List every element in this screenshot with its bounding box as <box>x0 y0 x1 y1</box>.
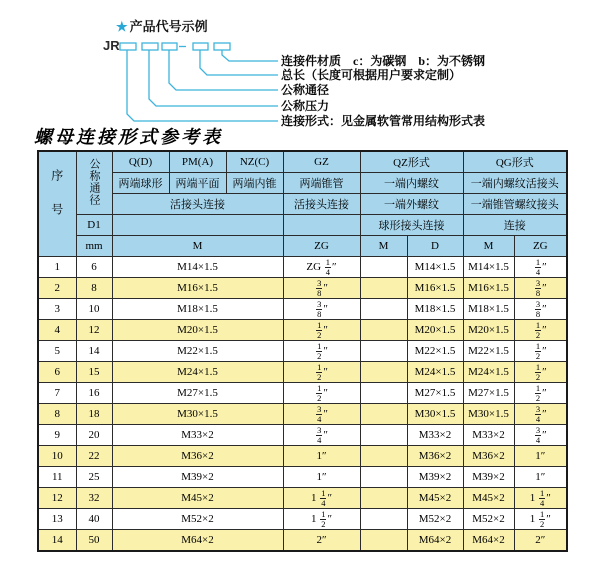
cell-mm: 20 <box>76 425 112 446</box>
code-box <box>214 43 230 50</box>
cell-qz_m <box>360 383 407 404</box>
table-body <box>38 257 567 552</box>
fraction: $\frac{1}{2}$ <box>539 508 545 529</box>
fraction: $\frac{1}{4}$ <box>325 256 331 277</box>
cell-qz_m <box>360 278 407 299</box>
cell-qg_zg: $\frac{1}{4}$ ″ <box>514 257 567 278</box>
cell-qg_zg: $\frac{1}{2}$ ″ <box>514 383 567 404</box>
header-unit-qgm: M <box>463 236 514 257</box>
cell-qz_d: M45×2 <box>407 488 463 509</box>
cell-qg_m: M24×1.5 <box>463 362 514 383</box>
cell-qg_m: M39×2 <box>463 467 514 488</box>
cell-seq: 14 <box>38 530 76 552</box>
leader-line <box>222 50 278 61</box>
table-row <box>38 320 567 341</box>
header-unit-zg: ZG <box>283 236 360 257</box>
cell-qz_m <box>360 488 407 509</box>
table-row <box>38 488 567 509</box>
header-unit-qgzg: ZG <box>514 236 567 257</box>
cell-qg_m: M27×1.5 <box>463 383 514 404</box>
cell-qz_d: M27×1.5 <box>407 383 463 404</box>
header-ends-qg: 一端内螺纹活接头 <box>463 173 567 194</box>
cell-seq: 13 <box>38 509 76 530</box>
cell-m: M14×1.5 <box>112 257 283 278</box>
cell-gz: 1″ <box>283 467 360 488</box>
cell-qg_zg: $\frac{3}{8}$ ″ <box>514 278 567 299</box>
cell-qz_m <box>360 257 407 278</box>
header-code-qg: QG形式 <box>463 151 567 173</box>
fraction: $\frac{3}{4}$ <box>535 424 541 445</box>
cell-mm: 8 <box>76 278 112 299</box>
code-label-connection: 连接形式：见金属软管常用结构形式表 <box>281 114 486 128</box>
cell-gz: $\frac{3}{4}$ ″ <box>283 404 360 425</box>
cell-gz: $\frac{3}{8}$ ″ <box>283 299 360 320</box>
cell-qz_d: M36×2 <box>407 446 463 467</box>
cell-gz: 1″ <box>283 446 360 467</box>
header-code-pma: PM(A) <box>169 151 226 173</box>
cell-qz_d: M20×1.5 <box>407 320 463 341</box>
cell-qg_m: M45×2 <box>463 488 514 509</box>
cell-seq: 7 <box>38 383 76 404</box>
fraction: $\frac{1}{2}$ <box>535 361 541 382</box>
cell-gz: $\frac{3}{8}$ ″ <box>283 278 360 299</box>
fraction: $\frac{3}{8}$ <box>317 298 322 319</box>
header-seq-label: 序号 <box>49 168 64 237</box>
cell-qz_d: M16×1.5 <box>407 278 463 299</box>
cell-m: M20×1.5 <box>112 320 283 341</box>
table-row <box>38 362 567 383</box>
fraction: $\frac{3}{8}$ <box>535 277 541 298</box>
cell-m: M45×2 <box>112 488 283 509</box>
cell-qg_m: M30×1.5 <box>463 404 514 425</box>
table-row <box>38 278 567 299</box>
cell-gz: $\frac{1}{2}$ ″ <box>283 383 360 404</box>
cell-seq: 11 <box>38 467 76 488</box>
cell-qg_m: M20×1.5 <box>463 320 514 341</box>
fraction: $\frac{1}{2}$ <box>321 508 326 529</box>
header-seq <box>38 151 76 257</box>
cell-qz_m <box>360 404 407 425</box>
header-dn-label: 公称通径 <box>88 157 100 206</box>
cell-m: M16×1.5 <box>112 278 283 299</box>
cell-m: M33×2 <box>112 425 283 446</box>
cell-seq: 1 <box>38 257 76 278</box>
fraction: $\frac{1}{2}$ <box>535 340 541 361</box>
cell-qg_m: M36×2 <box>463 446 514 467</box>
cell-gz: $\frac{1}{2}$ ″ <box>283 320 360 341</box>
header-union-left: 活接头连接 <box>112 194 283 215</box>
cell-m: M30×1.5 <box>112 404 283 425</box>
table-row <box>38 299 567 320</box>
code-label-pressure: 公称压力 <box>281 99 330 113</box>
cell-seq: 6 <box>38 362 76 383</box>
cell-mm: 22 <box>76 446 112 467</box>
star-icon: ★ <box>116 19 128 34</box>
header-code-qd: Q(D) <box>112 151 169 173</box>
cell-seq: 8 <box>38 404 76 425</box>
cell-mm: 40 <box>76 509 112 530</box>
header-mm: mm <box>76 236 112 257</box>
cell-m: M27×1.5 <box>112 383 283 404</box>
cell-mm: 12 <box>76 320 112 341</box>
cell-gz: 1 $\frac{1}{2}$ ″ <box>283 509 360 530</box>
cell-qz_d: M24×1.5 <box>407 362 463 383</box>
code-box <box>142 43 158 50</box>
cell-seq: 3 <box>38 299 76 320</box>
cell-m: M36×2 <box>112 446 283 467</box>
table-row <box>38 467 567 488</box>
cell-seq: 10 <box>38 446 76 467</box>
cell-qz_m <box>360 341 407 362</box>
table-row <box>38 257 567 278</box>
cell-m: M22×1.5 <box>112 341 283 362</box>
cell-gz: $\frac{1}{2}$ ″ <box>283 362 360 383</box>
cell-qg_m: M33×2 <box>463 425 514 446</box>
cell-qg_m: M64×2 <box>463 530 514 552</box>
table-row <box>38 446 567 467</box>
cell-qz_m <box>360 446 407 467</box>
header-unit-qzm: M <box>360 236 407 257</box>
cell-seq: 9 <box>38 425 76 446</box>
fraction: $\frac{1}{2}$ <box>535 382 541 403</box>
cell-mm: 14 <box>76 341 112 362</box>
header-qg-taper: 一端锥管螺纹接头 <box>463 194 567 215</box>
header-d1: D1 <box>76 215 112 236</box>
cell-mm: 16 <box>76 383 112 404</box>
cell-qg_m: M14×1.5 <box>463 257 514 278</box>
code-label-diameter: 公称通径 <box>281 83 330 97</box>
cell-m: M18×1.5 <box>112 299 283 320</box>
cell-qz_m <box>360 320 407 341</box>
header-code-gz: GZ <box>283 151 360 173</box>
cell-qg_zg: $\frac{3}{8}$ ″ <box>514 299 567 320</box>
cell-qg_m: M18×1.5 <box>463 299 514 320</box>
cell-mm: 50 <box>76 530 112 552</box>
cell-qz_d: M64×2 <box>407 530 463 552</box>
fraction: $\frac{1}{2}$ <box>317 340 322 361</box>
header-union-gz: 活接头连接 <box>283 194 360 215</box>
cell-mm: 6 <box>76 257 112 278</box>
fraction: $\frac{1}{4}$ <box>535 256 541 277</box>
cell-gz: $\frac{3}{4}$ ″ <box>283 425 360 446</box>
leader-line <box>200 50 278 75</box>
code-label-length: 总长（长度可根据用户要求定制） <box>281 68 462 82</box>
cell-mm: 10 <box>76 299 112 320</box>
cell-qg_m: M16×1.5 <box>463 278 514 299</box>
header-blank-left <box>112 215 283 236</box>
cell-qz_m <box>360 530 407 552</box>
cell-qz_d: M52×2 <box>407 509 463 530</box>
cell-qz_d: M33×2 <box>407 425 463 446</box>
cell-mm: 32 <box>76 488 112 509</box>
table-row <box>38 341 567 362</box>
fraction: $\frac{1}{4}$ <box>321 487 326 508</box>
table-row <box>38 509 567 530</box>
cell-mm: 18 <box>76 404 112 425</box>
fraction: $\frac{3}{4}$ <box>317 403 322 424</box>
cell-seq: 12 <box>38 488 76 509</box>
table-header <box>38 151 567 257</box>
cell-qg_zg: $\frac{1}{2}$ ″ <box>514 341 567 362</box>
cell-qz_m <box>360 509 407 530</box>
fraction: $\frac{3}{8}$ <box>317 277 322 298</box>
table-row <box>38 530 567 552</box>
cell-qg_zg: 1 $\frac{1}{2}$ ″ <box>514 509 567 530</box>
cell-qg_m: M22×1.5 <box>463 341 514 362</box>
header-ends-gz: 两端锥管 <box>283 173 360 194</box>
header-unit-m: M <box>112 236 283 257</box>
product-code-prefix: JR <box>103 38 120 53</box>
fraction: $\frac{1}{2}$ <box>317 361 322 382</box>
cell-qg_zg: 1″ <box>514 467 567 488</box>
fraction: $\frac{3}{4}$ <box>317 424 322 445</box>
table-title: 螺母连接形式参考表 <box>34 127 223 147</box>
cell-qz_m <box>360 299 407 320</box>
cell-gz: 1 $\frac{1}{4}$ ″ <box>283 488 360 509</box>
header-qg-conn: 连接 <box>463 215 567 236</box>
cell-qg_zg: 1 $\frac{1}{4}$ ″ <box>514 488 567 509</box>
code-box <box>120 43 136 50</box>
table-row <box>38 425 567 446</box>
table-row <box>38 383 567 404</box>
fraction: $\frac{1}{2}$ <box>535 319 541 340</box>
cell-qg_zg: 2″ <box>514 530 567 552</box>
cell-qg_m: M52×2 <box>463 509 514 530</box>
header-code-qz: QZ形式 <box>360 151 463 173</box>
header-qz-ball: 球形接头连接 <box>360 215 463 236</box>
cell-m: M39×2 <box>112 467 283 488</box>
cell-qz_m <box>360 425 407 446</box>
cell-qz_d: M39×2 <box>407 467 463 488</box>
nut-connection-table <box>37 150 568 552</box>
cell-mm: 15 <box>76 362 112 383</box>
cell-seq: 4 <box>38 320 76 341</box>
cell-qz_m <box>360 362 407 383</box>
cell-qz_d: M18×1.5 <box>407 299 463 320</box>
cell-qg_zg: $\frac{3}{4}$ ″ <box>514 425 567 446</box>
cell-seq: 5 <box>38 341 76 362</box>
fraction: $\frac{3}{4}$ <box>535 403 541 424</box>
table-row <box>38 404 567 425</box>
fraction: $\frac{3}{8}$ <box>535 298 541 319</box>
cell-m: M64×2 <box>112 530 283 552</box>
header-unit-qzd: D <box>407 236 463 257</box>
header-code-nzc: NZ(C) <box>226 151 283 173</box>
cell-qz_d: M30×1.5 <box>407 404 463 425</box>
cell-qg_zg: 1″ <box>514 446 567 467</box>
cell-seq: 2 <box>38 278 76 299</box>
cell-qz_m <box>360 467 407 488</box>
header-qz-ext: 一端外螺纹 <box>360 194 463 215</box>
cell-m: M52×2 <box>112 509 283 530</box>
header-ends-qz: 一端内螺纹 <box>360 173 463 194</box>
header-ends-nzc: 两端内锥 <box>226 173 283 194</box>
fraction: $\frac{1}{4}$ <box>539 487 545 508</box>
cell-mm: 25 <box>76 467 112 488</box>
cell-qg_zg: $\frac{3}{4}$ ″ <box>514 404 567 425</box>
fraction: $\frac{1}{2}$ <box>317 319 322 340</box>
code-box <box>193 43 208 50</box>
header-ends-pma: 两端平面 <box>169 173 226 194</box>
product-code-title: 产品代号示例 <box>129 19 208 34</box>
cell-gz: $\frac{1}{2}$ ″ <box>283 341 360 362</box>
header-dn <box>76 151 112 215</box>
header-ends-qd: 两端球形 <box>112 173 169 194</box>
cell-m: M24×1.5 <box>112 362 283 383</box>
fraction: $\frac{1}{2}$ <box>317 382 322 403</box>
cell-qz_d: M14×1.5 <box>407 257 463 278</box>
cell-gz: ZG $\frac{1}{4}$ ″ <box>283 257 360 278</box>
cell-qg_zg: $\frac{1}{2}$ ″ <box>514 320 567 341</box>
cell-gz: 2″ <box>283 530 360 552</box>
header-blank-gz <box>283 215 360 236</box>
cell-qz_d: M22×1.5 <box>407 341 463 362</box>
code-label-material: 连接件材质 c：为碳钢 b：为不锈钢 <box>281 54 486 68</box>
cell-qg_zg: $\frac{1}{2}$ ″ <box>514 362 567 383</box>
code-box <box>162 43 177 50</box>
